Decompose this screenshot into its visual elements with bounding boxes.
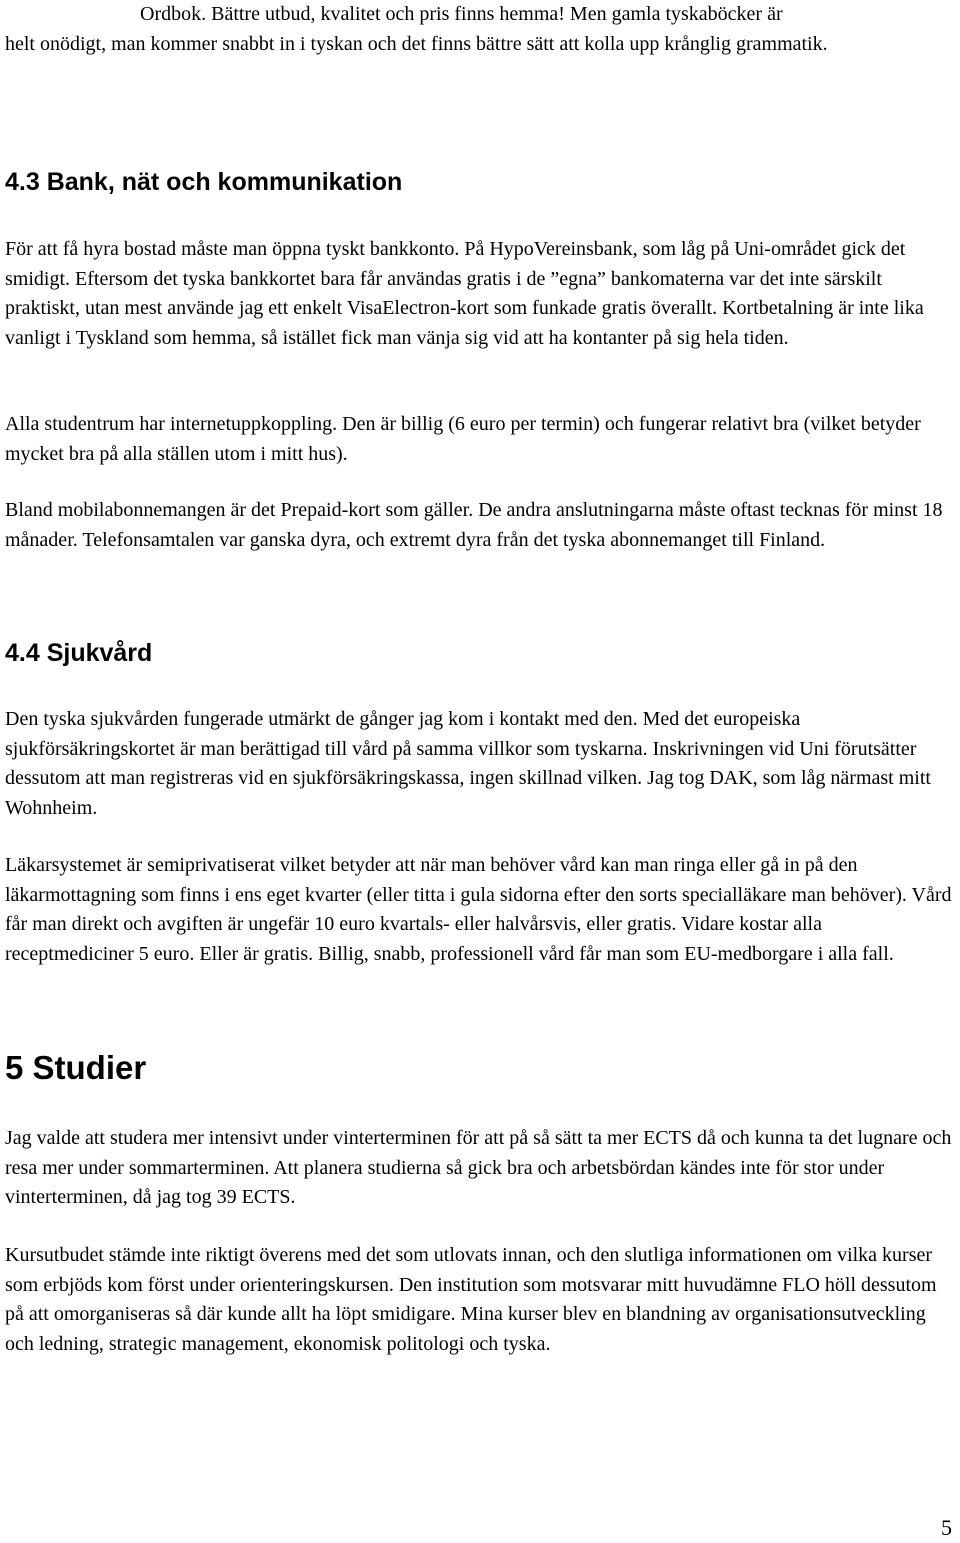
section-heading-4-4: 4.4 Sjukvård: [5, 639, 153, 667]
intro-paragraph-line1: Ordbok. Bättre utbud, kvalitet och pris finns hemma! Men gamla tyskaböcker är: [140, 3, 783, 25]
intro-paragraph-rest: helt onödigt, man kommer snabbt in i tyskan och det finns bättre sätt att kolla upp krånglig grammatik.: [5, 32, 828, 55]
section-4-3-paragraph-3: Bland mobilabonnemangen är det Prepaid-kort som gäller. De andra anslutningarna måste oftast tecknas för minst 18 månader. Telefonsamtalen var ganska dyra, och extremt dyra från det tyska abonnemanget till Finland.: [5, 499, 943, 551]
section-4-4-paragraph-2: Läkarsystemet är semiprivatiserat vilket betyder att när man behöver vård kan man ringa eller gå in på den läkarmottagning som finns i ens eget kvarter (eller titta i gula sidorna efter den sorts specialläkare man behöver). Vård får man direkt och avgiften är ungefär 10 euro kvartals- eller halvårsvis, eller gratis. Vidare kostar alla receptmediciner 5 euro. Eller är gratis. Billig, snabb, professionell vård får man som EU-medborgare i alla fall.: [5, 854, 952, 965]
section-4-3-paragraph-1: För att få hyra bostad måste man öppna tyskt bankkonto. På HypoVereinsbank, som låg på Uni-området gick det smidigt. Eftersom det tyska bankkortet bara får användas gratis i de ”egna” bankomaterna var det inte särskilt praktiskt, utan mest använde jag ett enkelt VisaElectron-kort som funkade gratis överallt. Kortbetalning är inte lika vanligt i Tyskland som hemma, så istället fick man vänja sig vid att ha kontanter på sig hela tiden.: [5, 238, 924, 349]
section-4-4-paragraph-1: Den tyska sjukvården fungerade utmärkt de gånger jag kom i kontakt med den. Med det europeiska sjukförsäkringskortet är man berättigad till vård på samma villkor som tyskarna. Inskrivningen vid Uni förutsätter dessutom att man registreras vid en sjukförsäkringskassa, ingen skillnad vilken. Jag tog DAK, som låg närmast mitt Wohnheim.: [5, 708, 931, 819]
section-4-3-paragraph-2: Alla studentrum har internetuppkoppling. Den är billig (6 euro per termin) och fungerar relativt bra (vilket betyder mycket bra på alla ställen utom i mitt hus).: [5, 413, 921, 465]
page-number: 5: [941, 1515, 952, 1540]
section-5-paragraph-1: Jag valde att studera mer intensivt under vinterterminen för att på så sätt ta mer ECTS då och kunna ta det lugnare och resa mer under sommarterminen. Att planera studierna så gick bra och arbetsbördan kändes inte för stor under vinterterminen, då jag tog 39 ECTS.: [5, 1127, 952, 1208]
section-heading-4-3: 4.3 Bank, nät och kommunikation: [5, 168, 403, 196]
section-heading-5: 5 Studier: [5, 1049, 147, 1086]
section-5-paragraph-2: Kursutbudet stämde inte riktigt överens med det som utlovats innan, och den slutliga informationen om vilka kurser som erbjöds kom först under orienteringskursen. Den institution som motsvarar mitt huvudämne FLO höll dessutom på att omorganiseras så där kunde allt ha löpt smidigare. Mina kurser blev en blandning av organisationsutveckling och ledning, strategic management, ekonomisk politologi och tyska.: [5, 1244, 937, 1355]
